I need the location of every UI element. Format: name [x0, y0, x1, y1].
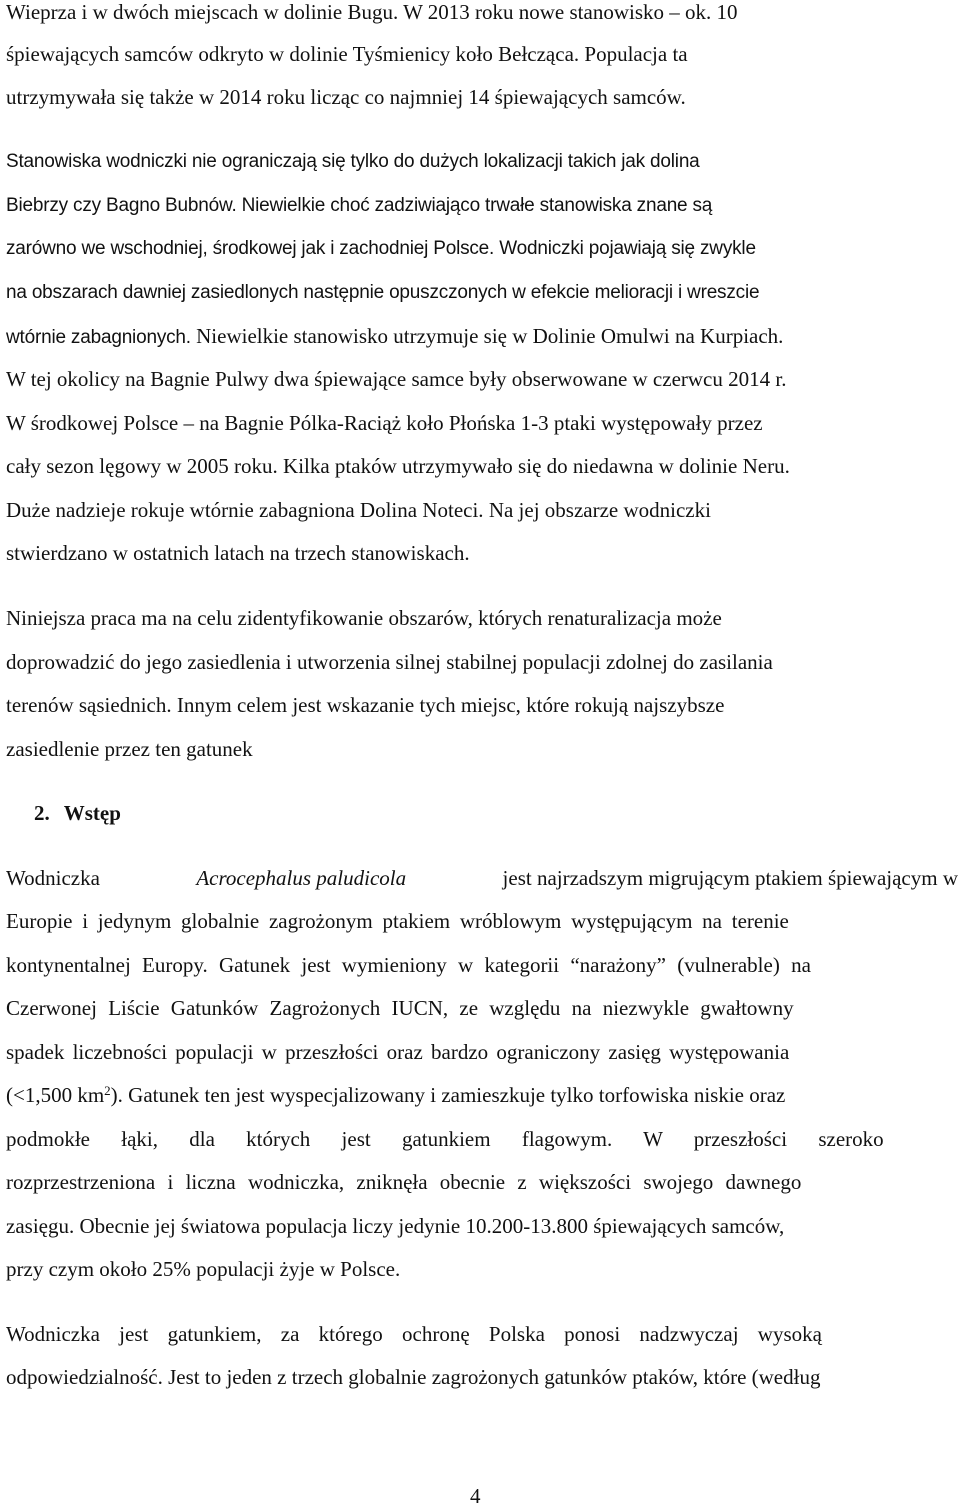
text-fragment: Niewielkie stanowisko utrzymuje się w Dolinie Omulwi na Kurpiach.	[190, 324, 784, 348]
text-line: zasięgu. Obecnie jej światowa populacja liczy jedynie 10.200-13.800 śpiewających samców,	[6, 1214, 785, 1238]
text-line: na obszarach dawniej zasiedlonych następnie opuszczonych w efekcie melioracji i wreszcie	[6, 282, 760, 303]
text-fragment: jest najrzadszym migrującym ptakiem śpiewającym w	[502, 866, 958, 890]
text-line	[6, 192, 712, 221]
text-line	[6, 452, 790, 480]
text-fragment: Niewielkie choć zadziwiająco trwałe stanowiska znane są	[236, 195, 713, 216]
text-line: Stanowiska wodniczki nie ograniczają się tylko do dużych lokalizacji takich jak dolina	[6, 151, 700, 172]
text-line: przy czym około 25% populacji żyje w Polsce.	[6, 1257, 401, 1281]
text-line: podmokłe łąki, dla których jest gatunkiem flagowym. W przeszłości szeroko	[6, 1127, 884, 1151]
text-line: Czerwonej Liście Gatunków Zagrożonych IUCN, ze względu na niezwykle gwałtowny	[6, 996, 794, 1020]
text-line: doprowadzić do jego zasiedlenia i utworzenia silnej stabilnej populacji zdolnej do zasilania	[6, 650, 773, 674]
section-heading	[34, 799, 121, 827]
text-fragment: cały sezon lęgowy w 2005 roku.	[6, 454, 278, 478]
text-line: Niniejsza praca ma na celu zidentyfikowanie obszarów, których renaturalizacja może	[6, 606, 722, 630]
text-line: terenów sąsiednich. Innym celem jest wskazanie tych miejsc, które rokują najszybsze	[6, 693, 725, 717]
text-fragment: (<1,500 km	[6, 1083, 105, 1107]
text-line: zasiedlenie przez ten gatunek	[6, 737, 253, 761]
superscript: 2	[104, 1083, 111, 1098]
text-line: odpowiedzialność. Jest to jeden z trzech globalnie zagrożonych gatunków ptaków, które (według	[6, 1365, 821, 1389]
text-line: Wieprza i w dwóch miejscach w dolinie Bugu. W 2013 roku nowe stanowisko – ok. 10	[6, 0, 738, 24]
text-fragment: Kilka ptaków utrzymywało się do niedawna w dolinie Neru.	[277, 454, 790, 478]
species-name: Acrocephalus paludicola	[196, 866, 407, 890]
section-number: 2.	[34, 801, 50, 825]
page-number: 4	[470, 1484, 481, 1508]
text-line: kontynentalnej Europy. Gatunek jest wymieniony w kategorii “narażony” (vulnerable) na	[6, 953, 811, 977]
text-fragment: Na jej obszarze wodniczki	[483, 498, 711, 522]
text-line: utrzymywała się także w 2014 roku licząc co najmniej 14 śpiewających samców.	[6, 85, 686, 109]
text-line: W tej okolicy na Bagnie Pulwy dwa śpiewające samce były obserwowane w czerwcu 2014 r.	[6, 367, 787, 391]
text-fragment: ). Gatunek ten jest wyspecjalizowany i zamieszkuje tylko torfowiska niskie oraz	[110, 1083, 786, 1107]
text-fragment: Duże nadzieje rokuje wtórnie zabagniona Dolina Noteci.	[6, 498, 484, 522]
text-line	[6, 235, 756, 264]
text-line: Wodniczka jest gatunkiem, za którego ochronę Polska ponosi nadzwyczaj wysoką	[6, 1322, 822, 1346]
text-line: W środkowej Polsce – na Bagnie Pólka-Raciąż koło Płońska 1-3 ptaki występowały przez	[6, 411, 763, 435]
text-fragment: wtórnie zabagnionych.	[6, 327, 191, 348]
text-line	[6, 1081, 785, 1109]
text-fragment: zarówno we wschodniej, środkowej jak i zachodniej Polsce.	[6, 238, 495, 259]
text-fragment: Wodniczka	[6, 866, 100, 890]
text-line	[6, 496, 711, 524]
text-line	[6, 322, 783, 353]
text-fragment: Biebrzy czy Bagno Bubnów.	[6, 195, 237, 216]
text-line: śpiewających samców odkryto w dolinie Tyśmienicy koło Bełcząca. Populacja ta	[6, 42, 688, 66]
text-line: spadek liczebności populacji w przeszłości oraz bardzo ograniczony zasięg występowania	[6, 1040, 790, 1064]
text-fragment: Wodniczki pojawiają się zwykle	[494, 238, 756, 259]
section-title: Wstęp	[63, 801, 121, 825]
text-line: stwierdzano w ostatnich latach na trzech stanowiskach.	[6, 541, 470, 565]
text-line	[6, 864, 958, 892]
text-line: rozprzestrzeniona i liczna wodniczka, zniknęła obecnie z większości swojego dawnego	[6, 1170, 802, 1194]
text-line: Europie i jedynym globalnie zagrożonym ptakiem wróblowym występującym na terenie	[6, 909, 789, 933]
